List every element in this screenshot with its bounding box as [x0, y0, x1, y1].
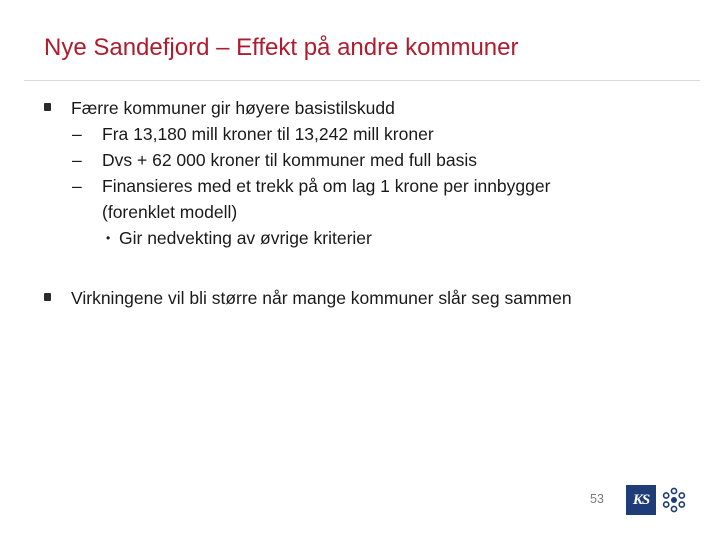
sub-sub-bullet-1-text: Gir nedvekting av øvrige kriterier [119, 228, 372, 248]
sub-bullet-1-text: Fra 13,180 mill kroner til 13,242 mill kroner [102, 124, 434, 144]
square-bullet-icon [44, 103, 51, 111]
slide-title: Nye Sandefjord – Effekt på andre kommuner [44, 34, 519, 61]
slide-content [44, 95, 684, 311]
sub-bullet-1 [44, 121, 684, 147]
sub-bullet-3-line-1: Finansieres med et trekk på om lag 1 krone per innbygger [102, 176, 551, 196]
page-number: 53 [590, 492, 604, 506]
square-bullet-icon [44, 293, 51, 301]
bullet-2-text: Virkningene vil bli større når mange kommuner slår seg sammen [71, 288, 572, 308]
dash-bullet-icon: – [72, 150, 82, 170]
dash-bullet-icon: – [72, 176, 82, 196]
bullet-1 [44, 95, 684, 121]
bullet-2 [44, 285, 684, 311]
sub-bullet-3 [44, 173, 684, 225]
bullet-1-text: Færre kommuner gir høyere basistilskudd [71, 98, 395, 118]
title-divider [24, 80, 700, 81]
sub-sub-bullet-1 [44, 225, 684, 251]
ks-logo [626, 483, 688, 517]
dash-bullet-icon: – [72, 124, 82, 144]
sub-bullet-2-text: Dvs + 62 000 kroner til kommuner med full basis [102, 150, 477, 170]
ks-logo-box: KS [626, 485, 656, 515]
dot-bullet-icon: • [106, 231, 111, 245]
sub-bullet-2 [44, 147, 684, 173]
ks-star-emblem-icon [660, 486, 688, 514]
sub-bullet-3-line-2: (forenklet modell) [102, 202, 238, 222]
